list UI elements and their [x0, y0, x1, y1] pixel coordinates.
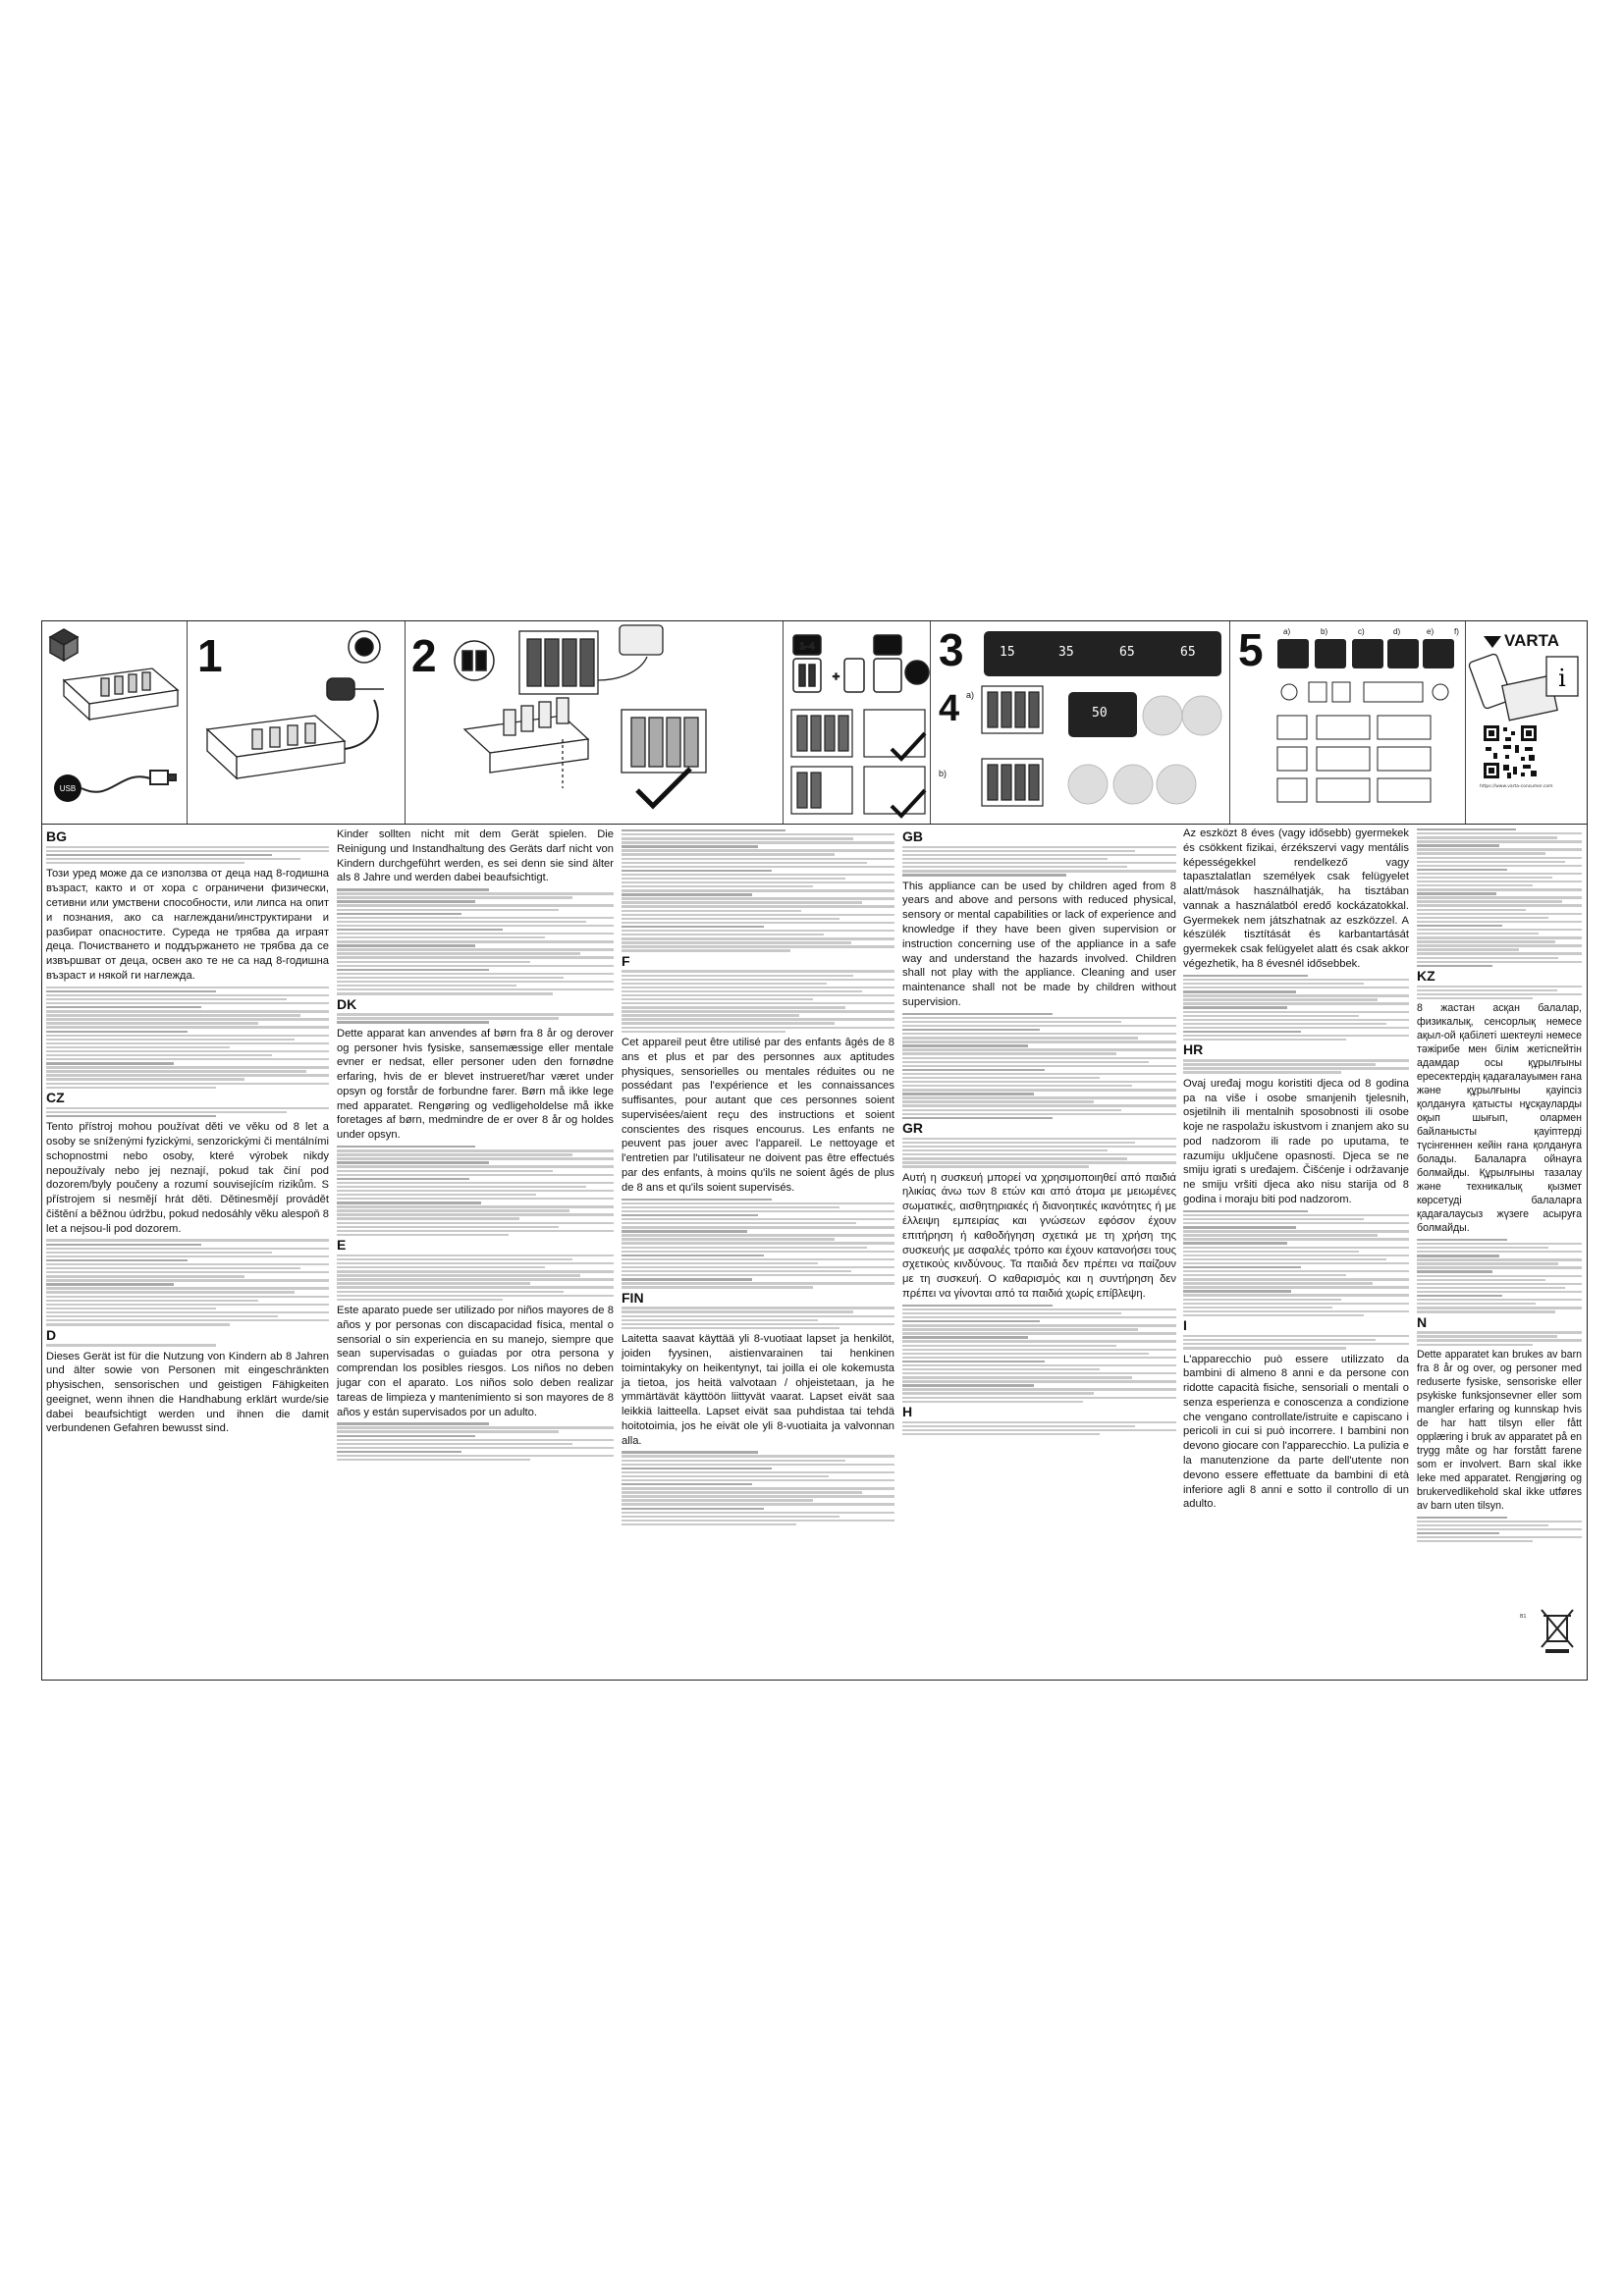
- safety-warning: Dette apparatet kan brukes av barn fra 8 år og over, og personer med reduserte fysiske, sensoriske eller psykiske funksjonsevner eller som mangler erfaring og kunnskap hvis de har hatt tilsyn eller fått opplæring i bruk av apparatet på en trygg måte og har forstått farene som er involvert. Barn skal ikke leke med apparatet. Rengjøring og brukervedlikehold skal ikke utføres av barn uten tilsyn.: [1417, 1348, 1582, 1512]
- battery-icon: [793, 635, 929, 692]
- checkmark-icon: [637, 769, 690, 806]
- panel-step-2: [406, 621, 784, 824]
- box-icon: [50, 629, 78, 661]
- box-contents-illustration: [42, 621, 188, 824]
- filler-lines: [1417, 1239, 1582, 1313]
- lcd-value: 65: [1119, 645, 1135, 660]
- charger-icon: [64, 668, 178, 720]
- filler-lines: [902, 1013, 1176, 1119]
- column-4: [898, 828, 1180, 1680]
- svg-text:USB: USB: [59, 784, 77, 793]
- usb-cable-icon: [81, 771, 176, 792]
- filler-lines: [1183, 1059, 1409, 1074]
- safety-warning: Dieses Gerät ist für die Nutzung von Kindern ab 8 Jahren und älter sowie von Personen mit eingeschränkten physischen, sensorischen und geistigen Fähigkeiten geeignet, wenn ihnen die Handhabung erklärt wurde/sie dabei beaufsichtigt werden und ihnen die damit verbundenen Gefahren bewusst sind.: [46, 1350, 329, 1435]
- safety-warning-continued: Kinder sollten nicht mit dem Gerät spielen. Die Reinigung und Instandhaltung des Geräts darf nicht von Kindern durchgeführt werden, es sei denn sie sind älter als 8 Jahre und werden dabei beaufsichtigt.: [337, 828, 614, 884]
- step-number: 4: [939, 688, 960, 729]
- charger-icon: [207, 716, 345, 778]
- section-code: DK: [337, 995, 357, 1012]
- filler-lines: [902, 1421, 1176, 1436]
- lcd-value: 15: [1000, 645, 1015, 660]
- filler-lines: [622, 1307, 894, 1329]
- step-number: 2: [411, 630, 437, 681]
- filler-lines: [337, 888, 614, 994]
- step-1-illustration: [188, 621, 406, 824]
- safety-warning: Tento přístroj mohou používat děti ve věku od 8 let a osoby se sníženými fyzickými, senzorickými či mentálními schopnostmi nebo osoby, které výrobek nikdy nepoužívaly nebo jej neznají, pokud tak činí pod dozorem/byly poučeny a rozumí souvisejícím rizikům. S přístrojem si nesmějí hrát děti. Dětinesmějí provádět čištění a běžnou údržbu, pokud nedosáhly věku alespoň 8 let a nejsou-li pod dozorem.: [46, 1121, 329, 1235]
- smartphone-icon: [1468, 653, 1557, 720]
- brand-info-illustration: [1466, 621, 1589, 824]
- filler-lines: [1417, 1517, 1582, 1543]
- filler-lines: [902, 846, 1176, 877]
- section-code: D: [46, 1326, 57, 1343]
- filler-lines: [337, 1146, 614, 1236]
- column-5-text: [1179, 827, 1413, 1679]
- filler-lines: [1417, 986, 1582, 1000]
- svg-text:i: i: [1558, 665, 1566, 692]
- filler-lines: [46, 1344, 329, 1346]
- charger-with-batteries-icon: [464, 625, 706, 773]
- cable-icon: [345, 700, 378, 749]
- step-number: 3: [939, 624, 964, 675]
- filler-lines: [46, 1239, 329, 1325]
- varta-logo: VARTA: [1484, 631, 1559, 651]
- safety-warning: L'apparecchio può essere utilizzato da bambini di almeno 8 anni e da persone con ridotte capacità fisiche, sensoriali o mentali o senza esperienza e conoscenza a condizione che vengano controllate/istruite e capiscano i pericoli in cui si può incorrere. I bambini non devono giocare con l'apparecchio. La pulizia e la manutenzione da parte dell'utente non devono essere effettuate da bambini di età inferiore agli 8 anni e sotto il controllo di un adulto.: [1183, 1353, 1409, 1511]
- panel-step-5: [1230, 621, 1466, 824]
- step-5-sub-e: e): [1427, 627, 1435, 636]
- charger-icon: [982, 686, 1043, 806]
- panel-contents: [42, 621, 188, 824]
- weee-bin-icon: [1538, 1606, 1577, 1655]
- filler-lines: [46, 846, 329, 865]
- section-code: BG: [46, 828, 67, 844]
- step-5-sub-c: c): [1358, 627, 1365, 636]
- safety-warning: Ovaj uređaj mogu koristiti djeca od 8 godina pa na više i osobe smanjenih tjelesnih, osjetilnih ili mentalnih sposobnosti ili osobe koje ne raspolažu iskustvom i znanjem ako su pod nadzorom ili rade po uputama, te razumiju uključene opasnosti. Djeca se ne smiju igrati s uređajem. Čišćenje i održavanje ne smiju vršiti djeca ako nisu starija od 8 godina i moraju biti pod nadzorom.: [1183, 1077, 1409, 1206]
- filler-lines: [622, 1199, 894, 1289]
- qr-url[interactable]: https://www.varta-consumer.com: [1480, 784, 1553, 789]
- column-3: [618, 828, 898, 1680]
- slot-mode-illustration: [784, 621, 931, 824]
- filler-lines: [1183, 975, 1409, 1041]
- section-code: KZ: [1417, 968, 1435, 985]
- safety-warning: Laitetta saavat käyttää yli 8-vuotiaat lapset ja henkilöt, joiden fyysinen, aistienvarainen tai henkinen toimintakyky on heikentynyt, tai joilla ei ole kokemusta ja tietoa, jos heitä valvotaan / ohjeistetaan, ja he ymmärtävät käyttöön liittyvät vaarat. Lapset eivät saa leikkiä laitteella. Lapset eivät saa puhdistaa tai tehdä hoitotoimia, jos he eivät ole yli 8-vuotiaita ja valvonnan alla.: [622, 1333, 894, 1447]
- section-code: E: [337, 1237, 347, 1254]
- step-number: 1: [197, 630, 223, 681]
- filler-lines: [337, 1255, 614, 1301]
- charger-mode-icon: [1277, 682, 1448, 802]
- step-5-sub-b: b): [1321, 627, 1328, 636]
- lcd-display-icon: [1068, 692, 1137, 737]
- section-code: FIN: [622, 1289, 644, 1306]
- section-code: CZ: [46, 1089, 65, 1105]
- panel-step-1: [188, 621, 406, 824]
- step-5-sub-d: d): [1393, 627, 1401, 636]
- svg-text:1–4: 1–4: [799, 641, 815, 651]
- filler-lines: [337, 1422, 614, 1461]
- filler-lines: [337, 1013, 614, 1024]
- battery-type-icon: [455, 641, 494, 680]
- section-code: N: [1417, 1313, 1428, 1330]
- section-code: I: [1183, 1317, 1187, 1334]
- panel-brand-info: [1466, 621, 1589, 824]
- section-code: HR: [1183, 1041, 1204, 1058]
- lcd-display-icon: [1277, 639, 1454, 668]
- usb-plug-icon: [327, 631, 384, 700]
- filler-lines: [46, 1107, 329, 1118]
- filler-lines: [622, 1451, 894, 1525]
- column-6-text: [1413, 827, 1586, 1679]
- step-4-sub-b: b): [939, 769, 947, 778]
- panel-slot-modes: [784, 621, 931, 824]
- safety-warning: Αυτή η συσκευή μπορεί να χρησιμοποιηθεί από παιδιά ηλικίας άνω των 8 ετών και από άτομα με μειωμένες σωματικές, αισθητηριακές ή διανοητικές ικανότητες ή με έλλειψη εμπειρίας και γνώσεων εφόσον έχουν επιτήρηση ή καθοδήγηση σχετικά με τη χρήση της συσκευής με ασφαλές τρόπο και έχουν κατανοήσει τους σχετικούς κινδύνους. Τα παιδιά δεν πρέπει να παίζουν με τη συσκευή. Ο καθαρισμός και η συντήρηση δεν πρέπει να γίνονται από τα παιδιά χωρίς επίβλεψη.: [902, 1171, 1176, 1300]
- step-2-illustration: [406, 621, 784, 824]
- step-5-sub-f: f): [1454, 627, 1459, 636]
- safety-warning: This appliance can be used by children aged from 8 years and above and persons with reduced physical, sensory or mental capabilities or lack of experience and knowledge if they have been given supervision or instruction concerning use of the appliance in a safe way and understand the hazards involved. Children shall not play with the appliance. Cleaning and user maintenance shall not be made by children without supervision.: [902, 880, 1176, 1008]
- step-4-sub-a: a): [966, 690, 975, 700]
- filler-lines: [902, 1138, 1176, 1168]
- step-5-illustration: [1230, 621, 1466, 824]
- step-number: 5: [1238, 624, 1264, 675]
- lcd-value: 65: [1180, 645, 1196, 660]
- column-1: [42, 828, 333, 1680]
- info-icon: [1546, 657, 1578, 696]
- filler-lines: [1183, 1210, 1409, 1316]
- qr-code-pattern: [1482, 723, 1539, 780]
- weee-bin-graphic: [1538, 1606, 1577, 1655]
- safety-warning: Този уред може да се използва от деца над 8-годишна възраст, както и от хора с ограничени физически, сетивни или умствени способности, или липса на опит и познания, ако са наглеждани/инструктирани и разбират опасностите. Суреда не трябва да играят деца. Почистването и поддържането не трябва да се извършват от деца, освен ако те не са над 8-годишна възраст и някой ги наглежда.: [46, 868, 329, 982]
- section-code: H: [902, 1404, 913, 1419]
- weee-mark-label: B1: [1520, 1614, 1527, 1620]
- illustration-strip: [42, 621, 1587, 825]
- filler-lines: [1417, 828, 1582, 967]
- safety-warning: Dette apparat kan anvendes af børn fra 8 år og derover og personer hvis fysiske, sansemæssige eller mentale evner er nedsat, eller personer uden den fornødne erfaring, hvis de er blevet instrueret/har været under opsyn og forstår de forbundne farer. Børn må ikke lege med apparatet. Rengøring og vedligeholdelse må ikke foretages af børn, medmindre de er over 8 år og holdes under opsyn.: [337, 1027, 614, 1142]
- filler-lines: [622, 829, 894, 952]
- section-code: GB: [902, 828, 923, 844]
- filler-lines: [1183, 1335, 1409, 1350]
- filler-lines: [902, 1305, 1176, 1403]
- lcd-value: 35: [1058, 645, 1074, 660]
- svg-text:+: +: [833, 669, 840, 683]
- safety-warning: Az eszközt 8 éves (vagy idősebb) gyermekek és csökkent fizikai, érzékszervi vagy mentális képességekkel rendelkező vagy tapasztalatlan személyek csak felügyelet alatt/mások használhatják, ha tisztában vannak a használatból eredő kockázatokkal. Gyermekek nem játszhatnak az eszközzel. A készülék tisztítását és karbantartását gyermekek csak felügyelet alatt és csak akkor végezhetik, ha 8 évesnél idősebbek.: [1183, 828, 1409, 971]
- safety-warning: 8 жастан асқан балалар, физикалық, сенсорлық немесе ақыл-ой қабілеті шектеулі немесе тәжірибе мен білім жетіспейтін адамдар осы құрылғыны ересектердің қадағалауымен ғана және құрылғыны қауіпсіз қолдануға қатысты нұсқауларды оқып шығып, олармен байланысты қауіптерді түсінгеннен кейін ғана қолдануға болады. Балаларға ойнауға болмайды. Құрылғыны тазалау және техникалық қызмет көрсетуді балаларға қадағалаусыз жүзеге асыруға болмайды.: [1417, 1002, 1582, 1234]
- filler-lines: [1417, 1331, 1582, 1346]
- charger-icon: [791, 710, 925, 814]
- section-code: F: [622, 952, 630, 969]
- filler-lines: [622, 970, 894, 1033]
- lcd-value: 50: [1092, 706, 1108, 721]
- safety-warning: Este aparato puede ser utilizado por niños mayores de 8 años y por personas con discapacidad física, mental o sensorial o sin experiencia en su manejo, siempre que sean supervisadas o guiadas por otra persona y comprendan los posibles riesgos. Los niños no deben jugar con el aparato. Los niños solo deben realizar tareas de limpieza y mantenimiento si son mayores de 8 años y están supervisados por un adulto.: [337, 1305, 614, 1418]
- filler-lines: [46, 987, 329, 1089]
- panel-step-3-4: [931, 621, 1230, 824]
- column-2: [333, 828, 618, 1680]
- safety-warning: Cet appareil peut être utilisé par des enfants âgés de 8 ans et plus et par des personnes aux aptitudes physiques, sensorielles ou mentales réduites ou ne possédant pas l'expérience et les connaissances suffisantes, pour autant que ces personnes soient supervisées/aient reçu des instructions et soient conscientes des risques encourus. Les enfants ne peuvent pas jouer avec l'appareil. Le nettoyage et l'entretien par l'utilisateur ne doivent pas être effectués par des enfants, à moins qu'ils ne soient âgés de plus de 8 ans et qu'ils soient supervisés.: [622, 1036, 894, 1194]
- qr-code-icon[interactable]: [1482, 723, 1539, 780]
- step-5-sub-a: a): [1283, 627, 1291, 636]
- section-code: GR: [902, 1120, 923, 1137]
